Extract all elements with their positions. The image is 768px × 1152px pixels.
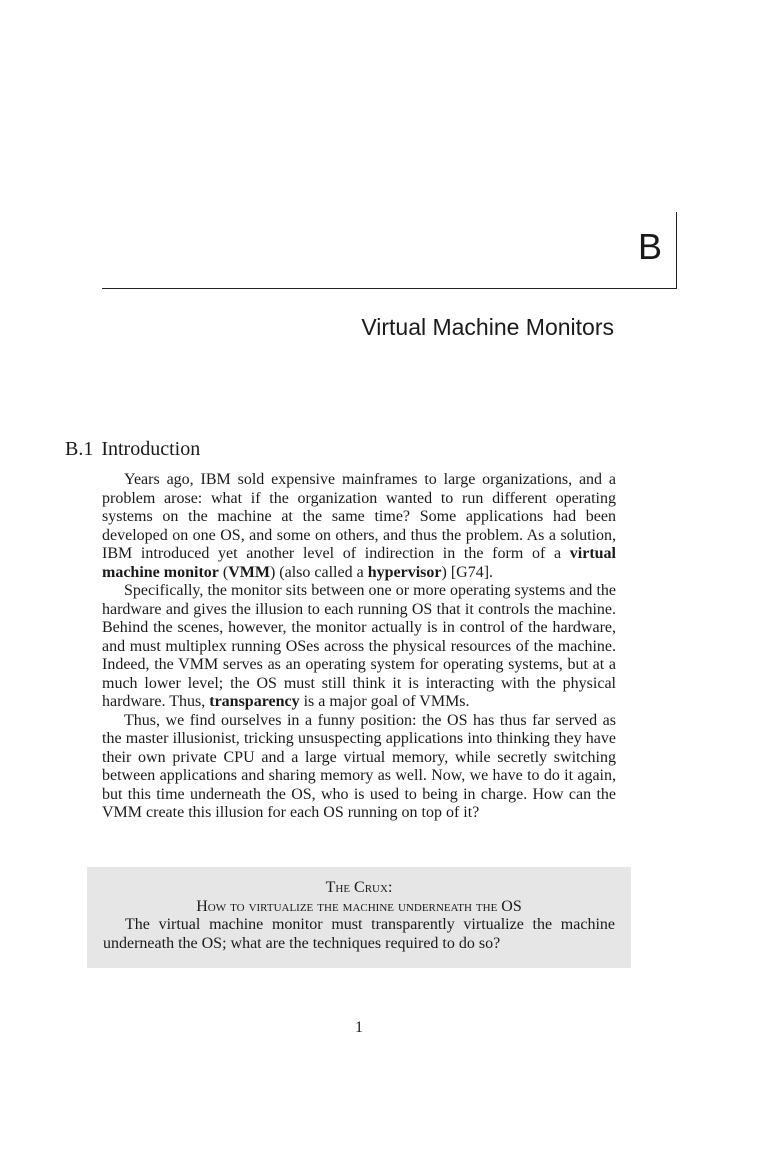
- paragraph-text: (: [218, 563, 229, 581]
- paragraph-text: Specifically, the monitor sits between one or more operating systems and the hardware and gives the illusion to each running OS that it controls the machine. Behind the scenes, however, the monitor actually is in control of the hardware, and must multiplex running OSes across the physical resources of the machine. Indeed, the VMM serves as an operating system for operating systems, but at a much lower level; the OS must still think it is interacting with the physical hardware. Thus,: [102, 582, 616, 710]
- bold-term: VMM: [228, 563, 270, 581]
- section-number: B.1: [65, 438, 94, 460]
- section-title: Introduction: [101, 438, 201, 460]
- crux-title: The Crux:: [325, 879, 393, 896]
- chapter-letter: B: [637, 226, 662, 267]
- crux-subtitle: How to virtualize the machine underneath the OS: [196, 897, 522, 915]
- paragraph-text: is a major goal of VMMs.: [299, 693, 470, 710]
- body-text: [102, 471, 616, 823]
- section-heading: [65, 436, 465, 462]
- paragraph-text: ) [G74].: [441, 563, 494, 581]
- paragraph-text: Thus, we find ourselves in a funny position: the OS has thus far served as the master illusionist, tricking unsuspecting applications into thinking they have their own private CPU and a large virtual memory, while secretly switching between applications and sharing memory as well. Now, we have to do it again, but this time underneath the OS, who is used to being in charge. How can the VMM create this illusion for each OS running on top of it?: [102, 711, 616, 821]
- paragraph: [102, 712, 616, 823]
- crux-text: The virtual machine monitor must transparently virtualize the machine underneath the OS; what are the techniques required to do so?: [103, 916, 615, 952]
- paragraph: [102, 471, 616, 582]
- chapter-title: Virtual Machine Monitors: [361, 314, 614, 340]
- bold-term: transparency: [209, 693, 300, 710]
- page-number: 1: [355, 1019, 363, 1036]
- bold-term: virtual machine monitor: [102, 545, 616, 581]
- chapter-horizontal-rule: [102, 288, 677, 289]
- chapter-vertical-rule: [676, 212, 677, 288]
- bold-term: hypervisor: [367, 563, 442, 581]
- paragraph: [102, 582, 616, 712]
- crux-box: [87, 867, 631, 968]
- paragraph-text: ) (also called a: [269, 563, 368, 581]
- paragraph-text: Years ago, IBM sold expensive mainframes to large organizations, and a problem arose: what if the organization wanted to run different operating systems on the machine at the same time? Some applications had been developed on one OS, and some on others, and thus the problem. As a solution, IBM introduced yet another level of indirection in the form of a: [102, 471, 616, 562]
